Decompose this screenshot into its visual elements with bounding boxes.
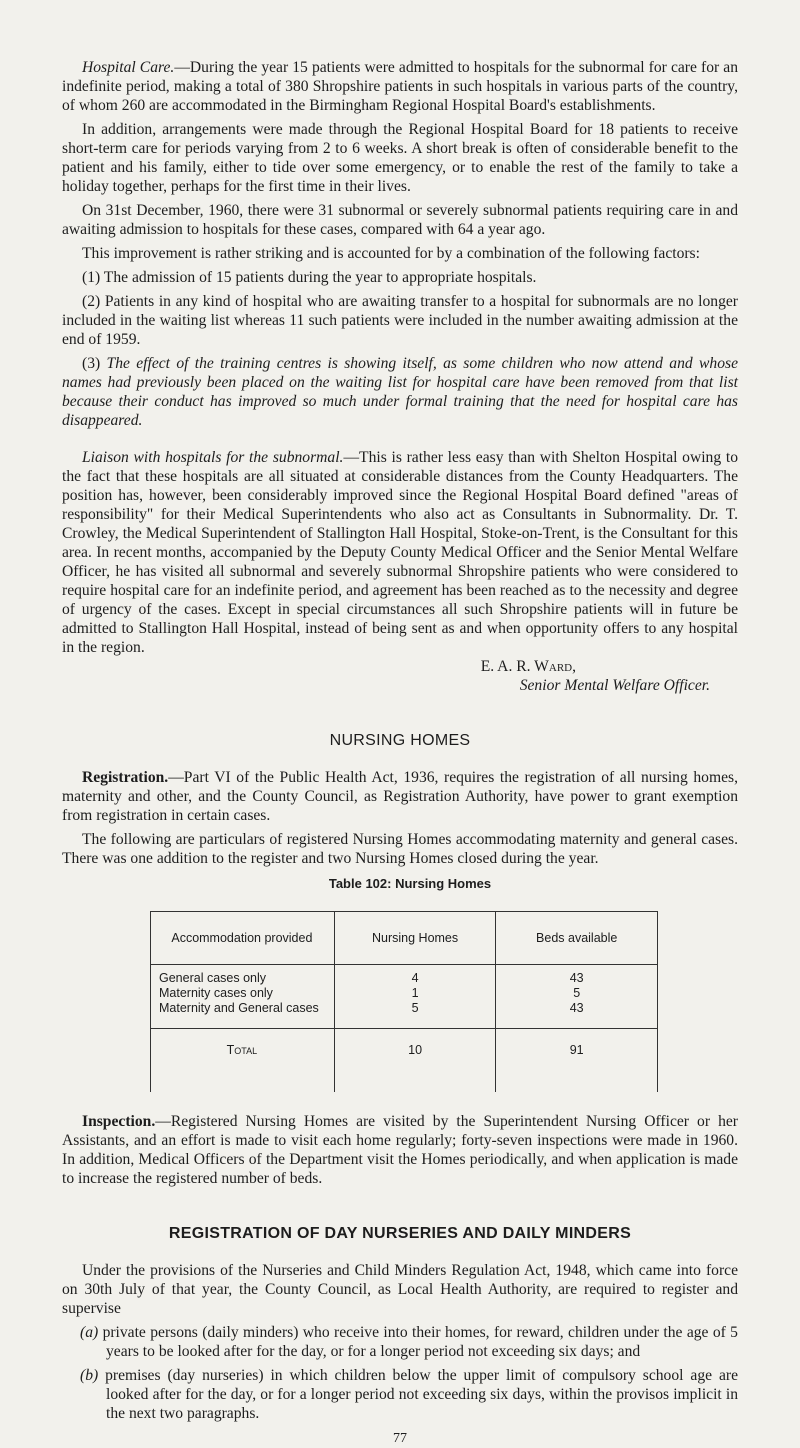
nursing-homes-table — [150, 911, 658, 1092]
beds-general: 43 — [569, 971, 584, 985]
day-nurseries-title: REGISTRATION OF DAY NURSERIES AND DAILY MINDERS — [168, 1225, 632, 1242]
inspection-heading: Inspection. — [82, 1113, 156, 1130]
nursing-homes-title: NURSING HOMES — [329, 732, 471, 749]
liaison-paragraph — [62, 448, 738, 657]
hospital-care-paragraph-1 — [62, 58, 738, 115]
particulars-paragraph: The following are particulars of registered Nursing Homes accommodating maternity and general cases. There was one addition to the register and two Nursing Homes closed during the year. — [62, 831, 738, 867]
factor-3-text: The effect of the training centres is showing itself, as some children who now attend and whose names had previously been placed on the waiting list for hospital care have been removed from that list because their conduct has improved so much under formal training that the need for hospital care has disappeared. — [62, 355, 738, 429]
total-beds: 91 — [496, 1029, 658, 1093]
registration-text: —Part VI of the Public Health Act, 1936, requires the registration of all nursing homes, maternity and other, and the County Council, as Registration Authority, have power to grant exemption from registration in certain cases. — [62, 769, 738, 824]
homes-maternity: 1 — [411, 986, 419, 1000]
signature-title: Senior Mental Welfare Officer. — [519, 677, 710, 694]
row-label-maternity-general: Maternity and General cases — [159, 1001, 319, 1015]
hospital-care-heading: Hospital Care. — [82, 59, 175, 76]
hospital-care-paragraph-2: In addition, arrangements were made through the Regional Hospital Board for 18 patients to receive short-term care for periods varying from 2 to 6 weeks. A short break is often of considerable benefit to the patient and his family, either to tide over some emergency, or to enable the rest of the family to take a holiday together, perhaps for the first time in their lives. — [62, 121, 738, 195]
beds-maternity-general: 43 — [569, 1001, 584, 1015]
hospital-care-paragraph-3: On 31st December, 1960, there were 31 subnormal or severely subnormal patients requiring care in and awaiting admission to hospitals for these cases, compared with 64 a year ago. — [62, 202, 738, 238]
inspection-text: —Registered Nursing Homes are visited by the Superintendent Nursing Officer or her Assistants, and an effort is made to visit each home regularly; forty-seven inspections were made in 1960. In addition, Medical Officers of the Department visit the Homes periodically, and when application is made to increase the registered number of beds. — [62, 1113, 738, 1187]
table-header-row — [151, 912, 658, 965]
header-beds-available: Beds available — [496, 912, 658, 965]
homes-general: 4 — [411, 971, 419, 985]
factor-3-number: (3) — [82, 355, 101, 372]
page-number: 77 — [393, 1431, 407, 1446]
item-b-label: (b) — [80, 1367, 99, 1384]
item-a — [62, 1323, 738, 1361]
document-page — [62, 58, 738, 1448]
total-label: Total — [151, 1029, 335, 1093]
beds-available-cell — [496, 965, 658, 1029]
accommodation-cell — [151, 965, 335, 1029]
row-label-maternity: Maternity cases only — [159, 986, 273, 1000]
total-homes: 10 — [334, 1029, 496, 1093]
nursing-homes-cell — [334, 965, 496, 1029]
liaison-heading: Liaison with hospitals for the subnormal. — [82, 449, 344, 466]
factor-2: (2) Patients in any kind of hospital who are awaiting transfer to a hospital for subnormals are no longer included in the waiting list whereas 11 such patients were included in the number awaiting admission at the end of 1959. — [62, 293, 738, 348]
item-a-text: private persons (daily minders) who receive into their homes, for reward, children under the age of 5 years to be looked after for the day, or for a longer period not exceeding six days; and — [102, 1324, 738, 1360]
factor-3 — [62, 354, 738, 430]
factor-1: (1) The admission of 15 patients during the year to appropriate hospitals. — [82, 269, 537, 286]
header-nursing-homes: Nursing Homes — [334, 912, 496, 965]
day-nurseries-intro: Under the provisions of the Nurseries and Child Minders Regulation Act, 1948, which came into force on 30th July of that year, the County Council, as Local Health Authority, are required to register and supervise — [62, 1262, 738, 1317]
beds-maternity: 5 — [573, 986, 581, 1000]
item-a-label: (a) — [80, 1324, 99, 1341]
item-b-text: premises (day nurseries) in which children below the upper limit of compulsory school age are looked after for the day, or for a longer period not exceeding six days, within the provisos implicit in the next two paragraphs. — [105, 1367, 738, 1422]
table-body — [151, 965, 658, 1029]
hospital-care-p1-text: —During the year 15 patients were admitted to hospitals for the subnormal for care for an indefinite period, making a total of 380 Shropshire patients in such hospitals in various parts of the country, of whom 260 are accommodated in the Birmingham Regional Hospital Board's establishments. — [62, 59, 738, 114]
row-label-general: General cases only — [159, 971, 267, 985]
homes-maternity-general: 5 — [411, 1001, 419, 1015]
registration-heading: Registration. — [82, 769, 169, 786]
table-caption: Table 102: Nursing Homes — [328, 876, 492, 891]
header-accommodation: Accommodation provided — [151, 912, 335, 965]
inspection-paragraph — [62, 1112, 738, 1188]
item-b — [62, 1366, 738, 1423]
hospital-care-paragraph-4: This improvement is rather striking and is accounted for by a combination of the following factors: — [82, 245, 700, 262]
table-total-row — [151, 1029, 658, 1093]
registration-paragraph — [62, 768, 738, 825]
liaison-text: —This is rather less easy than with Shelton Hospital owing to the fact that these hospitals are all situated at considerable distances from the County Headquarters. The position has, however, been considerably improved since the Regional Hospital Board defined "areas of responsibility" for their Medical Superintendents who also act as Consultants in Subnormality. Dr. T. Crowley, the Medical Superintendent of Stallington Hall Hospital, Stoke-on-Trent, is the Consultant for this area. In recent months, accompanied by the Deputy County Medical Officer and the Senior Mental Welfare Officer, he has visited all subnormal and severely subnormal Shropshire patients who were considered to require hospital care for an indefinite period, and agreement has been reached as to the necessity and degree of urgency of the cases. Except in special circumstances all such Shropshire patients will in future be admitted to Stallington Hall Hospital, instead of being sent as and when opportunity offers to any hospital in the region. — [62, 449, 738, 656]
signature-name: E. A. R. Ward, — [480, 658, 576, 675]
